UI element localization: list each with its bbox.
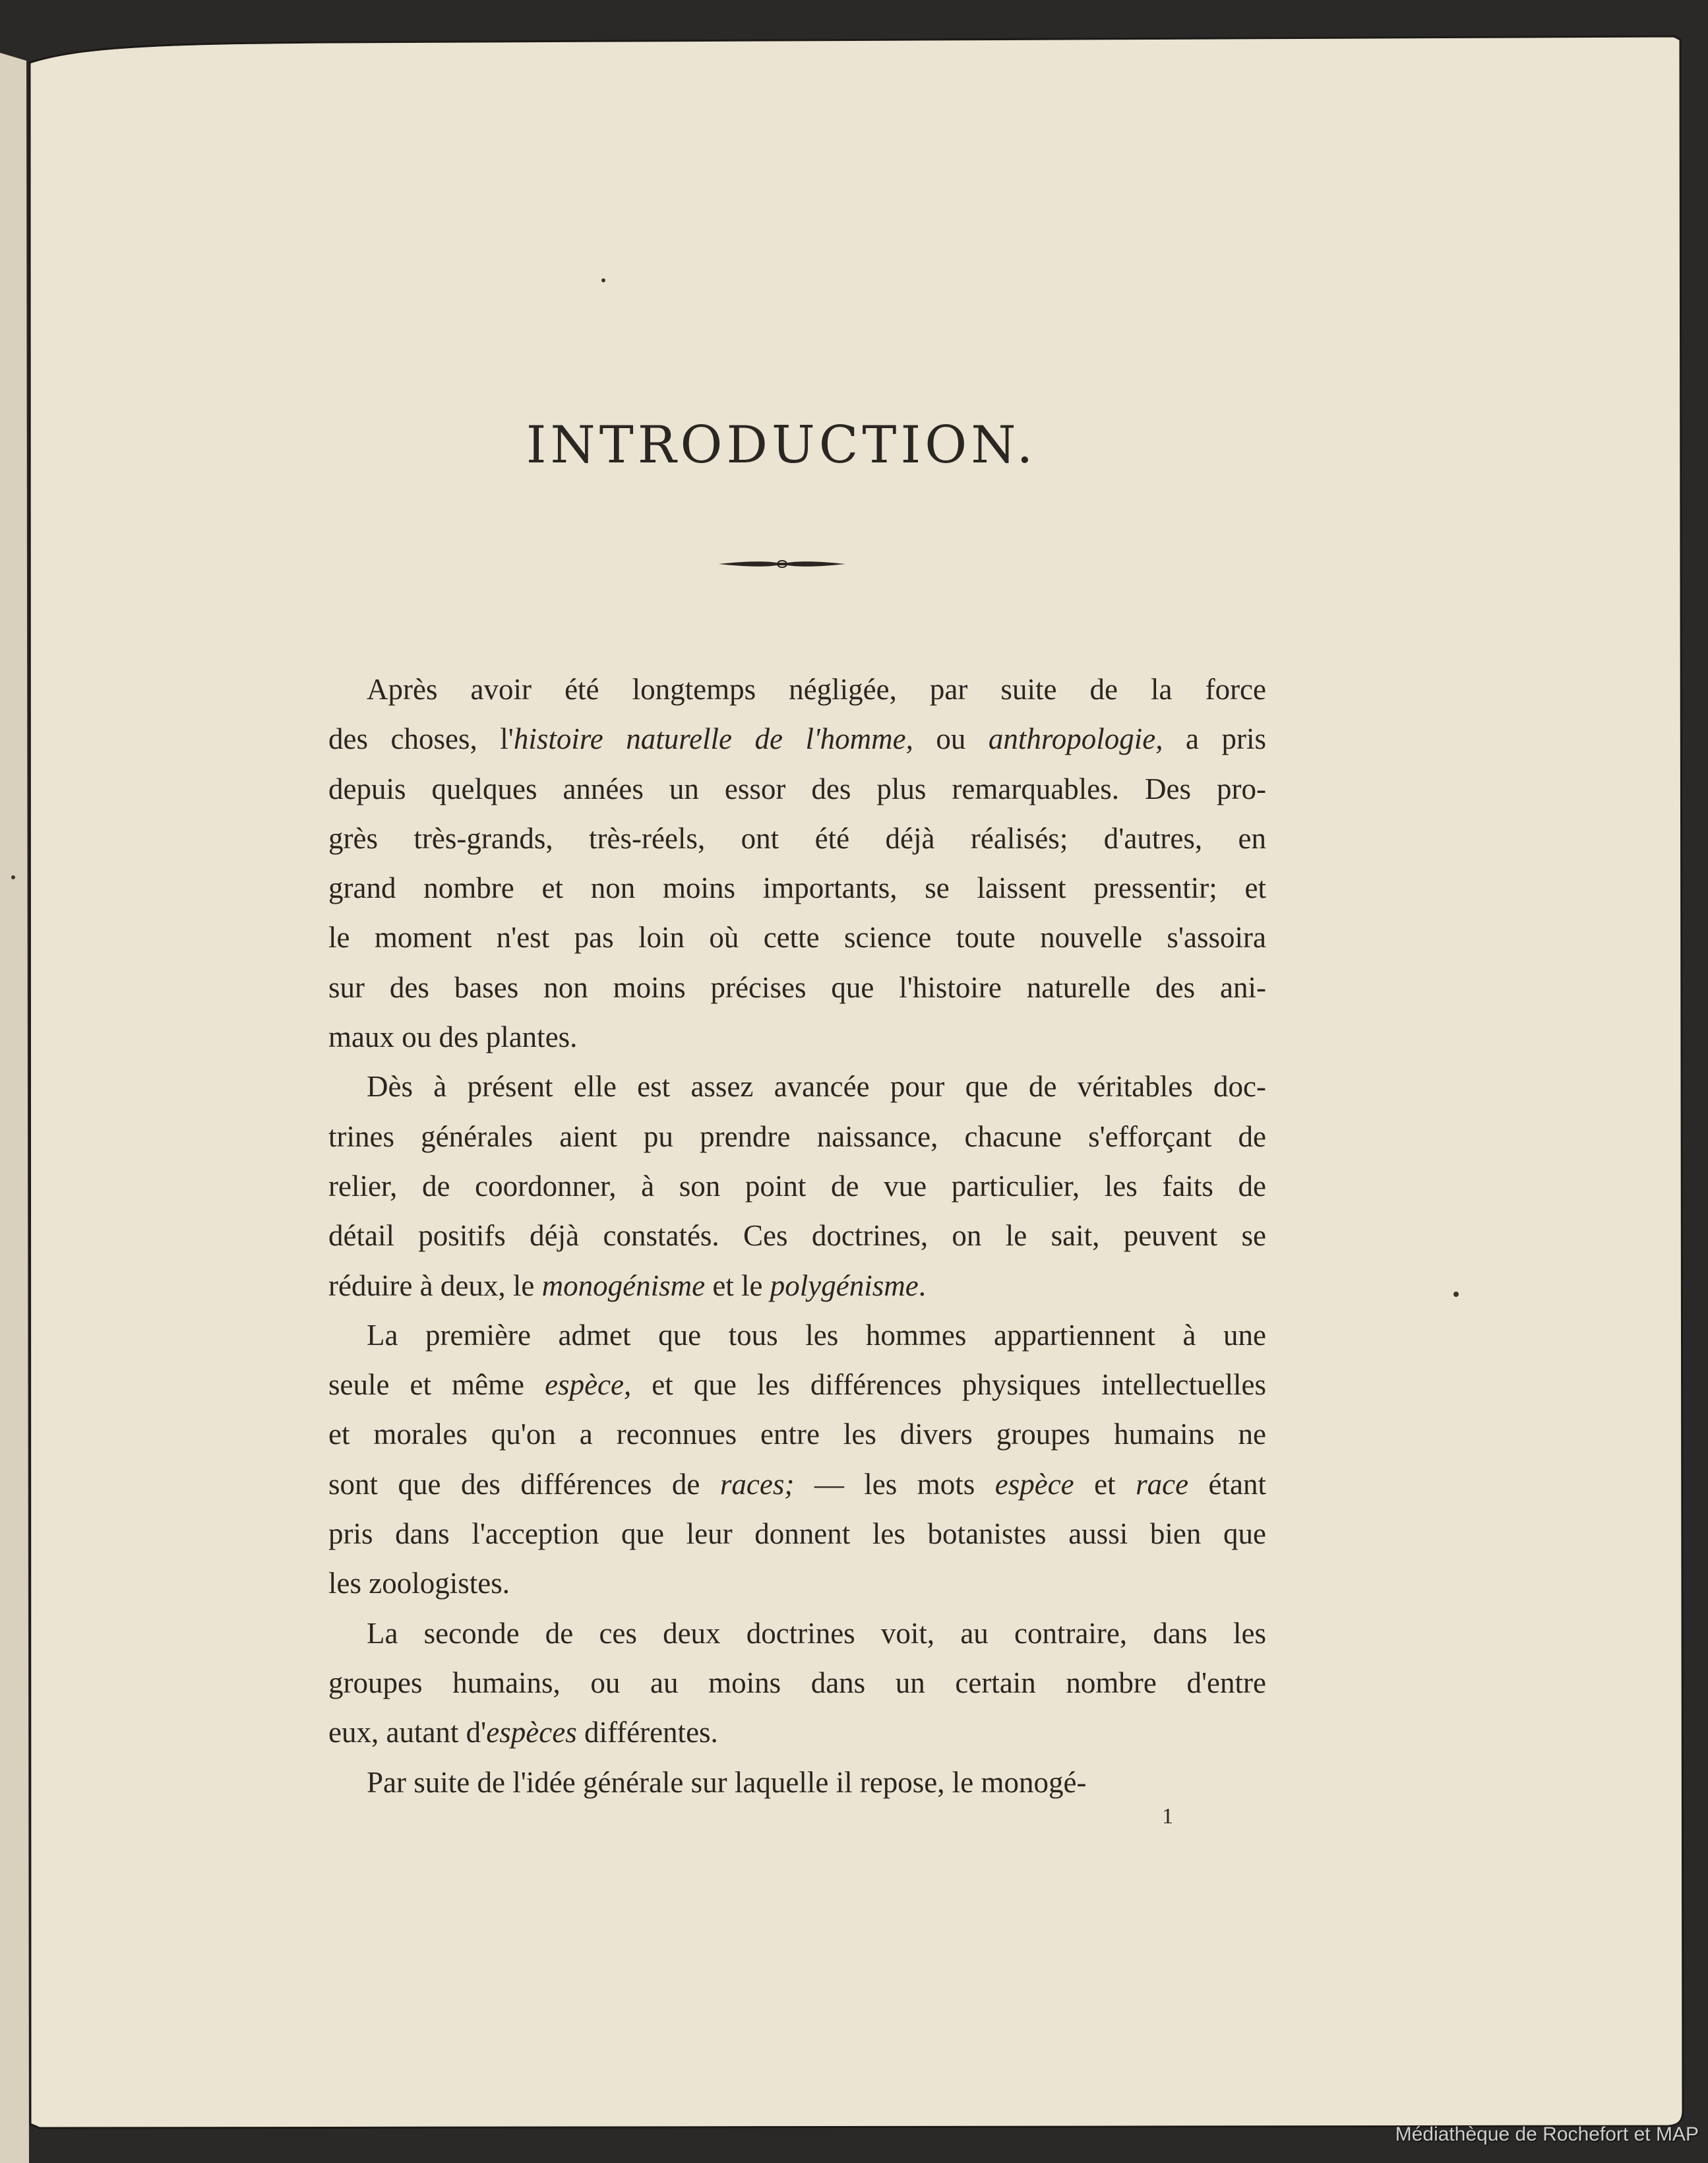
- body-text: [328, 665, 1266, 1807]
- italic-text: espèce,: [545, 1368, 632, 1402]
- text-segment: grand nombre et non moins importants, se laissent pressentir; et: [328, 871, 1266, 905]
- text-segment: les zoologistes.: [328, 1567, 510, 1600]
- text-segment: étant: [1188, 1467, 1266, 1501]
- text-line: [328, 1360, 1266, 1410]
- text-line: [328, 1658, 1266, 1708]
- text-segment: grès très-grands, très-réels, ont été déjà réalisés; d'autres, en: [328, 821, 1266, 855]
- italic-text: anthropologie,: [988, 722, 1163, 756]
- text-segment: réduire à deux, le: [328, 1269, 542, 1302]
- text-line: [328, 1609, 1266, 1658]
- text-segment: La seconde de ces deux doctrines voit, au contraire, dans les: [367, 1616, 1266, 1650]
- text-segment: des choses, l': [328, 722, 514, 756]
- text-line: [328, 1162, 1266, 1211]
- text-line: [328, 1013, 1266, 1062]
- text-segment: relier, de coordonner, à son point de vue particulier, les faits de: [328, 1169, 1266, 1203]
- text-segment: depuis quelques années un essor des plus remarquables. Des pro-: [328, 772, 1266, 805]
- text-line: [328, 1758, 1266, 1807]
- text-segment: et morales qu'on a reconnues entre les divers groupes humains ne: [328, 1418, 1266, 1451]
- ornament-divider-icon: [717, 555, 847, 573]
- italic-text: polygénisme: [770, 1269, 919, 1302]
- text-segment: et: [1074, 1467, 1136, 1501]
- text-line: [328, 1311, 1266, 1360]
- text-segment: et que les différences physiques intellectuelles: [631, 1368, 1266, 1402]
- text-line: [328, 1559, 1266, 1608]
- text-line: [328, 1112, 1266, 1162]
- text-segment: détail positifs déjà constatés. Ces doctrines, on le sait, peuvent se: [328, 1219, 1266, 1253]
- italic-text: races;: [719, 1467, 795, 1501]
- text-segment: La première admet que tous les hommes appartiennent à une: [367, 1318, 1266, 1352]
- text-line: [328, 1211, 1266, 1261]
- credit-watermark: Médiathèque de Rochefort et MAP: [1395, 2123, 1699, 2145]
- text-segment: groupes humains, ou au moins dans un certain nombre d'entre: [328, 1666, 1266, 1699]
- text-segment: maux ou des plantes.: [328, 1020, 578, 1054]
- italic-text: espèce: [994, 1467, 1074, 1501]
- text-segment: le moment n'est pas loin où cette science toute nouvelle s'assoira: [328, 921, 1266, 955]
- text-segment: seule et même: [328, 1368, 545, 1402]
- page-title: INTRODUCTION.: [526, 416, 1037, 475]
- facing-page-edge: [0, 53, 29, 2163]
- text-segment: eux, autant d': [328, 1716, 487, 1749]
- text-segment: sont que des différences de: [328, 1467, 720, 1501]
- text-line: [328, 714, 1266, 764]
- italic-text: race: [1136, 1467, 1189, 1501]
- text-line: [328, 913, 1266, 962]
- text-line: [328, 1708, 1266, 1757]
- text-segment: Après avoir été longtemps négligée, par suite de la force: [367, 673, 1266, 706]
- text-segment: pris dans l'acception que leur donnent les botanistes aussi bien que: [328, 1517, 1266, 1551]
- text-line: [328, 1261, 1266, 1311]
- text-segment: Dès à présent elle est assez avancée pour que de véritables doc-: [367, 1070, 1266, 1104]
- italic-text: espèces: [486, 1716, 577, 1749]
- text-line: [328, 1062, 1266, 1112]
- text-segment: .: [918, 1269, 926, 1302]
- text-line: [328, 765, 1266, 814]
- page-number: 1: [1162, 1804, 1173, 1829]
- text-line: [328, 863, 1266, 913]
- text-segment: a pris: [1163, 722, 1267, 756]
- text-segment: sur des bases non moins précises que l'histoire naturelle des ani-: [328, 970, 1266, 1004]
- text-segment: et le: [705, 1269, 770, 1302]
- text-line: [328, 814, 1266, 863]
- text-line: [328, 1410, 1266, 1459]
- text-line: [328, 1509, 1266, 1559]
- text-segment: différentes.: [576, 1716, 718, 1749]
- text-line: [328, 665, 1266, 714]
- text-line: [328, 1460, 1266, 1509]
- text-segment: ou: [913, 722, 989, 756]
- italic-text: monogénisme: [541, 1269, 706, 1302]
- text-line: [328, 963, 1266, 1013]
- text-segment: trines générales aient pu prendre naissance, chacune s'efforçant de: [328, 1119, 1266, 1153]
- italic-text: histoire naturelle de l'homme,: [513, 722, 913, 756]
- text-segment: Par suite de l'idée générale sur laquelle il repose, le monogé-: [367, 1765, 1087, 1799]
- text-segment: — les mots: [794, 1467, 995, 1501]
